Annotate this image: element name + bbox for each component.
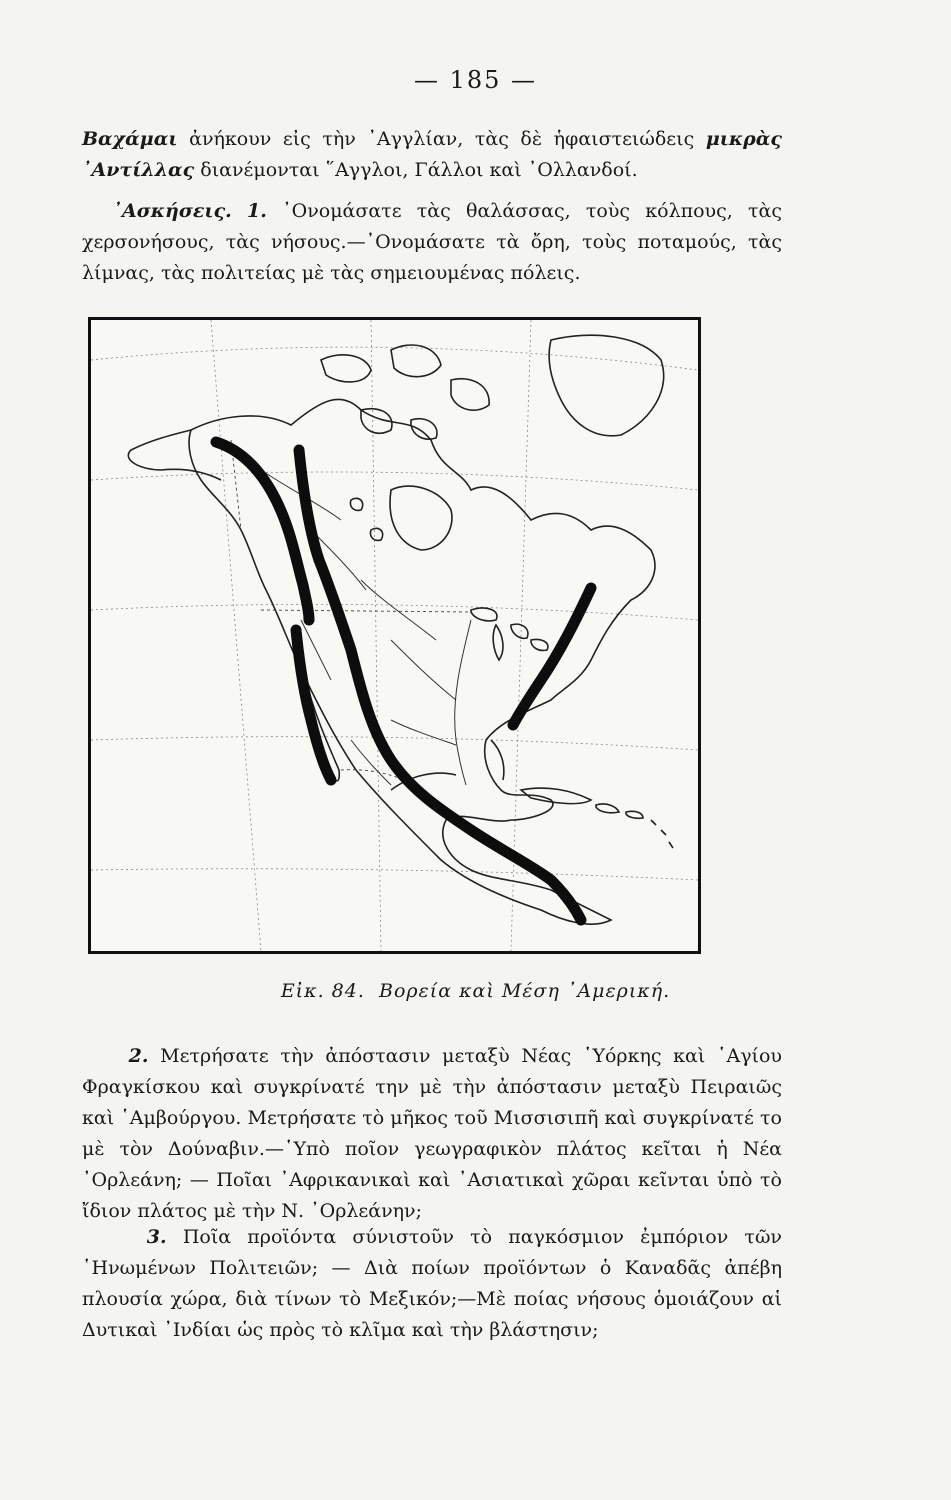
- figure-title: Βορεία καὶ Μέση ᾿Αμερική.: [378, 980, 671, 1002]
- figure-caption: [0, 980, 951, 1002]
- coastlines: [128, 335, 673, 924]
- figure-label: Εἰκ. 84.: [280, 980, 365, 1002]
- term-bahamas: Βαχάμαι: [82, 128, 178, 150]
- term-lesser-antilles: μικρὰς ᾿Αντίλλας: [82, 128, 782, 181]
- exercise-3-text: Ποῖα προϊόντα σύνιστοῦν τὸ παγκόσμιον ἐμπόριον τῶν ῾Ηνωμένων Πολιτειῶν; — Διὰ ποίων προϊόντων ὁ Καναδᾶς ἀπέβη πλουσία χώρα, διὰ τίνων τὸ Μεξικόν;—Μὲ ποίας νήσους ὁμοιάζουν αἱ Δυτικαὶ ᾿Ινδίαι ὡς πρὸς τὸ κλῖμα καὶ τὴν βλάστησιν;: [82, 1226, 782, 1341]
- mountain-ranges: [216, 442, 591, 920]
- exercise-3-number: 3.: [146, 1226, 167, 1248]
- appalachian-mountains: [513, 588, 591, 725]
- exercise-1: [82, 196, 782, 289]
- coast-range: [216, 442, 309, 620]
- exercise-2: [82, 1041, 782, 1227]
- exercises-heading: ᾿Ασκήσεις.: [112, 200, 232, 222]
- map-figure: [88, 317, 701, 954]
- exercise-1-text: ᾿Ονομάσατε τὰς θαλάσσας, τοὺς κόλπους, τὰς χερσονήσους, τὰς νήσους.—᾿Ονομάσατε τὰ ὄρη, τοὺς ποταμούς, τὰς λίμνας, τὰς πολιτείας μὲ τὰς σημειουμένας πόλεις.: [82, 200, 783, 284]
- exercise-3: [82, 1222, 782, 1346]
- exercise-2-number: 2.: [128, 1045, 149, 1067]
- page-number: — 185 —: [413, 66, 538, 94]
- exercise-2-text: Μετρήσατε τὴν ἀπόστασιν μεταξὺ Νέας ῾Υόρκης καὶ ῾Αγίου Φραγκίσκου καὶ συγκρίνατέ την μὲ τὴν ἀπόστασιν μεταξὺ Πειραιῶς καὶ ῾Αμβούργου. Μετρήσατε τὸ μῆκος τοῦ Μισσισιπῆ καὶ συγκρίνατέ το μὲ τὸν Δούναβιν.—῾Υπὸ ποῖον γεωγραφικὸν πλάτος κεῖται ἡ Νέα ᾿Ορλεάνη; — Ποῖαι ᾿Αφρικανικαὶ καὶ ᾿Ασιατικαὶ χῶραι κεῖνται ὑπὸ τὸ ἴδιον πλάτος μὲ τὴν Ν. ᾿Ορλεάνην;: [82, 1045, 782, 1222]
- graticule: [91, 320, 698, 951]
- north-america-map: [91, 320, 698, 951]
- intro-paragraph: [82, 124, 782, 186]
- exercise-1-number: 1.: [247, 200, 267, 222]
- intro-text-2: διανέμονται ῞Αγγλοι, Γάλλοι καὶ ᾿Ολλανδοί.: [194, 159, 638, 181]
- intro-text-1: ἀνήκουν εἰς τὴν ᾿Αγγλίαν, τὰς δὲ ἡφαιστειώδεις: [177, 128, 706, 150]
